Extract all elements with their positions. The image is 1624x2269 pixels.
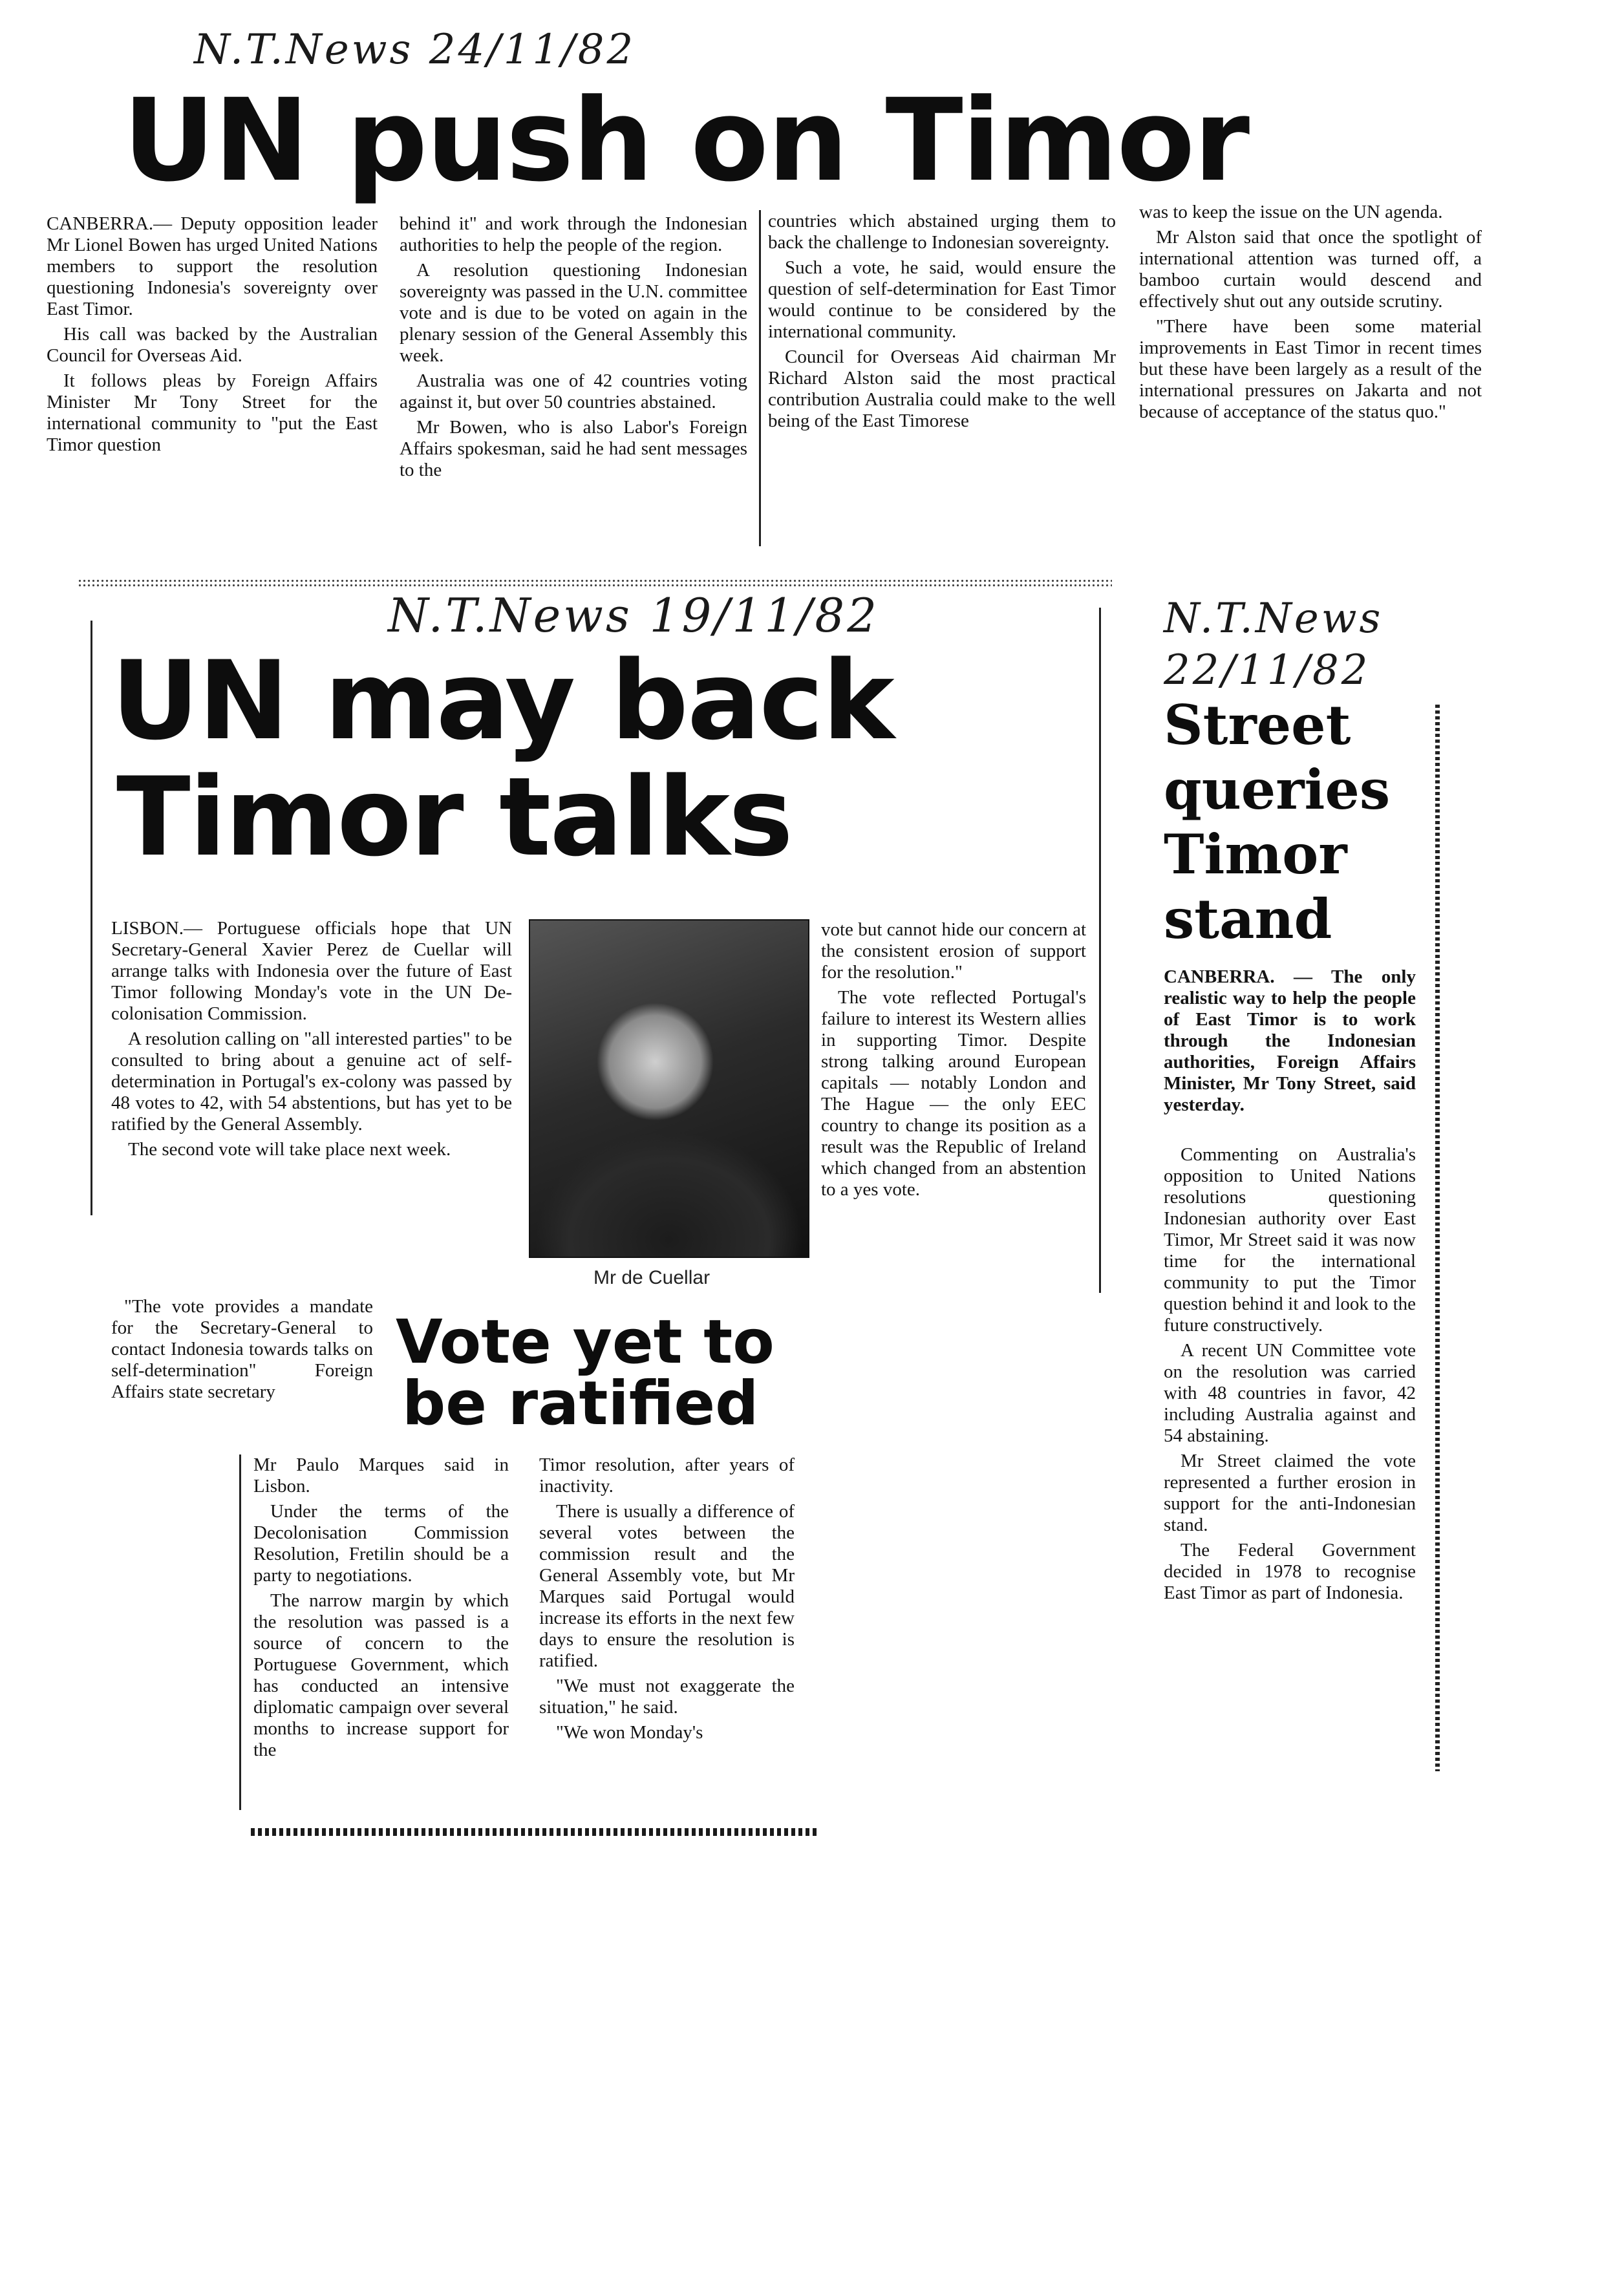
article2-column-3 [253,1454,509,1765]
handwritten-source-note: 22/11/82 [1164,646,1371,694]
paragraph: His call was backed by the Australian Council for Overseas Aid. [47,324,378,366]
photo-caption: Mr de Cuellar [593,1267,710,1288]
paragraph: Timor resolution, after years of inactivity. [539,1454,795,1497]
article2-column-4 [539,1454,795,1747]
paragraph: "We must not exaggerate the situation," he said. [539,1676,795,1718]
article1-column-2 [400,213,747,485]
paragraph: Commenting on Australia's opposition to United Nations resolutions questioning Indonesian authority over East Timor, Mr Street said it was now time for the international community to put the Timor question behind it and look to the future constructively. [1164,1144,1416,1336]
article1-column-4 [1139,202,1482,427]
paragraph: It follows pleas by Foreign Affairs Minister Mr Tony Street for the international community to "put the East Timor question [47,370,378,455]
headline-un-push-on-timor: UN push on Timor [123,74,1249,207]
paragraph: was to keep the issue on the UN agenda. [1139,202,1443,222]
headline-line-4: stand [1164,887,1332,951]
paragraph: Mr Alston said that once the spotlight of international attention was turned off, a bamboo curtain would descend and effectively shut out any outside scrutiny. [1139,227,1482,312]
handwritten-source-note: N.T.News 19/11/82 [388,588,880,643]
handwritten-source-note: N.T.News 24/11/82 [194,26,636,74]
article2-quote: "The vote provides a mandate for the Secretary-General to contact Indonesia towards talks on self-determination" Foreign Affairs state secretary [111,1296,373,1402]
subhead-line-1: Vote yet to [396,1307,775,1378]
paragraph: A recent UN Committee vote on the resolution was carried with 48 countries in favor, 42 including Australia against and 54 abstaining. [1164,1340,1416,1446]
column-divider [759,210,761,546]
article1-column-3 [768,211,1116,436]
paragraph: Australia was one of 42 countries voting against it, but over 50 countries abstained. [400,370,747,412]
headline-line-2: Timor talks [116,754,792,880]
subhead-line-2: be ratified [402,1369,759,1439]
article2-column-1 [111,918,512,1164]
clipping-border [1435,705,1440,1771]
paragraph: Mr Street claimed the vote represented a further erosion in support for the anti-Indonesian stand. [1164,1451,1416,1535]
paragraph: A resolution calling on "all interested parties" to be consulted to bring about a genuine act of self-determination in Portugal's ex-colony was passed by 48 votes to 42, with 54 abstentions, but has yet to be ratified by the General Assembly. [111,1028,512,1134]
paragraph: behind it" and work through the Indonesian authorities to help the people of the region. [400,213,747,255]
paragraph: "We won Monday's [556,1722,703,1743]
headline-line-1: UN may back [111,637,893,764]
bottom-rule [251,1828,820,1836]
headline-line-2: queries [1164,758,1391,822]
article3-body [1164,1144,1416,1608]
paragraph: Under the terms of the Decolonisation Commission Resolution, Fretilin should be a party to negotiations. [253,1501,509,1586]
paragraph: A resolution questioning Indonesian sovereignty was passed in the U.N. committee vote and is due to be voted on again in the plenary session of the General Assembly this week. [400,260,747,366]
paragraph: The vote reflected Portugal's failure to interest its Western allies in supporting Timor. Despite strong talking around European capitals — notably London and The Hague — the only EEC country to change its position as a result was the Republic of Ireland which changed from an abstention to a yes vote. [821,987,1086,1200]
paragraph: Such a vote, he said, would ensure the question of self-determination for East Timor would continue to be considered by the international community. [768,257,1116,342]
headline-line-3: Timor [1164,822,1347,886]
clipping-border [1099,608,1101,1293]
paragraph: "There have been some material improvements in East Timor in recent times but these have been largely as a result of the international pressures on Jakarta and not because of acceptance of the status quo." [1139,316,1482,422]
paragraph: The second vote will take place next week. [128,1139,451,1160]
paragraph: CANBERRA.— Deputy opposition leader Mr Lionel Bowen has urged United Nations members to support the resolution questioning Indonesia's sovereignty over East Timor. [47,213,378,319]
handwritten-source-note: N.T.News [1164,595,1384,643]
column-divider [239,1454,241,1810]
paragraph: The narrow margin by which the resolution was passed is a source of concern to the Portuguese Government, which has conducted an intensive diplomatic campaign over several months to increase support for the [253,1590,509,1760]
article3-lead: CANBERRA. — The only realistic way to help the people of East Timor is to work through the Indonesian authorities, Foreign Affairs Minister, Mr Tony Street, said yesterday. [1164,966,1416,1115]
paragraph: Mr Bowen, who is also Labor's Foreign Affairs spokesman, said he had sent messages to the [400,417,747,480]
paragraph: LISBON.— Portuguese officials hope that UN Secretary-General Xavier Perez de Cuellar will arrange talks with Indonesia over the future of East Timor following Monday's vote in the UN De-colonisation Commission. [111,918,512,1024]
portrait-photo [529,919,809,1258]
paragraph: vote but cannot hide our concern at the consistent erosion of support for the resolution." [821,919,1086,983]
article2-column-2 [821,919,1086,1204]
article1-column-1 [47,213,378,460]
paragraph: The Federal Government decided in 1978 to recognise East Timor as part of Indonesia. [1164,1540,1416,1603]
dotted-separator [78,579,1112,588]
headline-line-1: Street [1164,693,1351,757]
paragraph: Council for Overseas Aid chairman Mr Richard Alston said the most practical contribution Australia could make to the well being of the East Timorese [768,346,1116,431]
clipping-border [91,621,92,1215]
paragraph: There is usually a difference of several votes between the commission result and the General Assembly vote, but Mr Marques said Portugal would increase its efforts in the next few days to ensure the resolution is ratified. [539,1501,795,1671]
paragraph: Mr Paulo Marques said in Lisbon. [253,1454,509,1497]
paragraph: countries which abstained urging them to back the challenge to Indonesian sovereignty. [768,211,1116,253]
